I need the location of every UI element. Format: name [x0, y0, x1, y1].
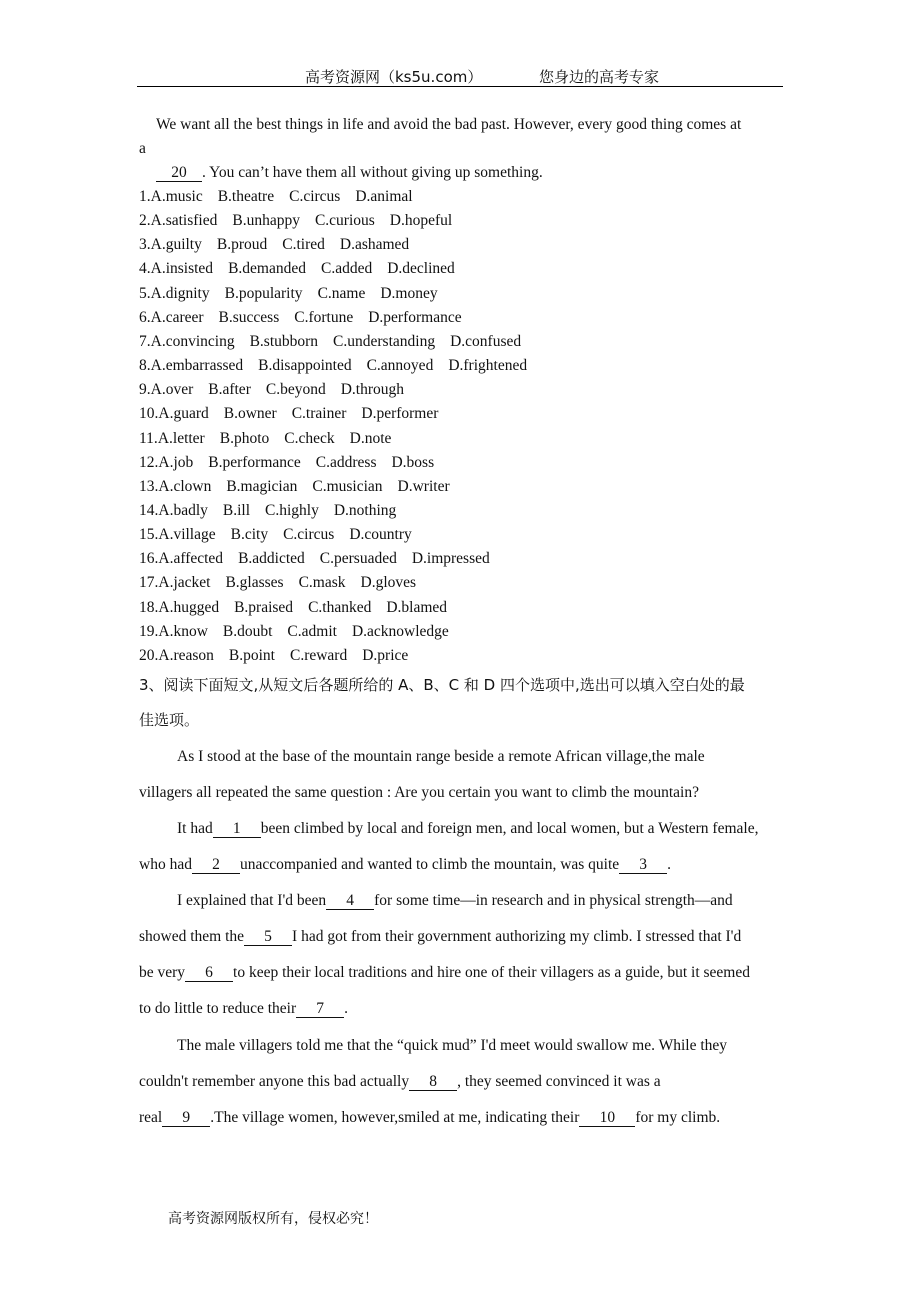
question-option: C.circus — [289, 188, 341, 205]
question-option: C.highly — [265, 502, 319, 519]
passage-text: . — [344, 1000, 348, 1017]
question-number: 14. — [139, 502, 159, 519]
intro-line-1: We want all the best things in life and avoid the bad past. However, every good thing comes at — [156, 116, 742, 133]
question-number: 18. — [139, 599, 159, 616]
question-option-text: A.convincing — [150, 333, 235, 350]
question-option: B.proud — [216, 236, 268, 253]
passage-text: real — [139, 1109, 163, 1126]
question-option: D.price — [362, 647, 409, 664]
question-row — [139, 332, 521, 352]
question-option — [139, 574, 210, 591]
question-option: D.country — [349, 526, 412, 543]
question-option: D.impressed — [411, 550, 490, 567]
question-option: D.blamed — [386, 599, 448, 616]
blank-7: 7 — [296, 1000, 344, 1018]
question-option: D.declined — [387, 260, 455, 277]
question-option-text: A.jacket — [158, 574, 211, 591]
passage-text: to keep their local traditions and hire one of their villagers as a guide, but it seemed — [233, 964, 750, 981]
passage-p3-line4 — [139, 999, 348, 1019]
question-option-text: A.guard — [158, 405, 209, 422]
question-option: C.check — [284, 430, 335, 447]
passage-p2-line1 — [177, 819, 758, 839]
intro-line-3 — [156, 163, 543, 183]
question-option: B.praised — [234, 599, 294, 616]
question-option — [139, 647, 214, 664]
question-option: D.note — [349, 430, 392, 447]
question-option-text: A.embarrassed — [150, 357, 244, 374]
blank-4: 4 — [326, 892, 374, 910]
question-option: B.popularity — [224, 285, 303, 302]
blank-8: 8 — [409, 1073, 457, 1091]
question-option: C.persuaded — [319, 550, 397, 567]
question-option-text: A.music — [150, 188, 203, 205]
question-option — [139, 405, 209, 422]
question-option: B.disappointed — [258, 357, 352, 374]
question-option: D.performance — [368, 309, 462, 326]
question-option — [139, 333, 235, 350]
question-option: C.tired — [282, 236, 325, 253]
question-option: C.annoyed — [366, 357, 434, 374]
blank-20: 20 — [156, 164, 202, 182]
question-row — [139, 622, 449, 642]
question-option: C.circus — [283, 526, 335, 543]
question-option-text: A.hugged — [158, 599, 220, 616]
question-option: C.name — [317, 285, 366, 302]
intro-line-3-text: . You can’t have them all without giving up something. — [202, 164, 543, 181]
question-option: C.address — [315, 454, 377, 471]
question-row — [139, 284, 438, 304]
passage-p3-line1 — [177, 891, 733, 911]
question-option — [139, 381, 193, 398]
question-option: B.success — [218, 309, 280, 326]
question-option: B.ill — [222, 502, 251, 519]
question-number: 19. — [139, 623, 159, 640]
question-row — [139, 380, 404, 400]
section3-instruction-1: 3、阅读下面短文,从短文后各题所给的 A、B、C 和 D 四个选项中,选出可以填入空白处的最 — [139, 676, 745, 694]
passage-text: for some time—in research and in physical strength—and — [374, 892, 733, 909]
question-option — [139, 454, 193, 471]
question-number: 7. — [139, 333, 151, 350]
question-option: C.reward — [289, 647, 348, 664]
question-number: 15. — [139, 526, 159, 543]
question-option-text: A.clown — [158, 478, 212, 495]
question-option-text: A.satisfied — [150, 212, 218, 229]
blank-3: 3 — [619, 856, 667, 874]
passage-p1-line1: As I stood at the base of the mountain range beside a remote African village,the male — [177, 748, 705, 765]
question-option: B.performance — [208, 454, 301, 471]
question-option-text: A.job — [158, 454, 194, 471]
blank-2: 2 — [192, 856, 240, 874]
question-option: C.understanding — [333, 333, 436, 350]
question-row — [139, 356, 527, 376]
passage-text: for my climb. — [635, 1109, 721, 1126]
question-option — [139, 285, 210, 302]
question-option: D.money — [380, 285, 438, 302]
question-option — [139, 623, 208, 640]
question-option: B.theatre — [217, 188, 275, 205]
question-option-text: A.guilty — [150, 236, 202, 253]
question-option — [139, 430, 205, 447]
question-option — [139, 502, 208, 519]
question-row — [139, 453, 434, 473]
question-option — [139, 309, 204, 326]
question-option — [139, 550, 223, 567]
question-option-text: A.insisted — [150, 260, 214, 277]
question-option: B.demanded — [228, 260, 306, 277]
blank-1: 1 — [213, 820, 261, 838]
question-option: C.trainer — [291, 405, 347, 422]
question-option: D.through — [340, 381, 404, 398]
passage-text: I had got from their government authorizing my climb. I stressed that I'd — [292, 928, 742, 945]
question-option: D.boss — [391, 454, 435, 471]
blank-5: 5 — [244, 928, 292, 946]
question-number: 2. — [139, 212, 151, 229]
blank-6: 6 — [185, 964, 233, 982]
passage-text: who had — [139, 856, 192, 873]
passage-text: . — [667, 856, 672, 873]
question-option — [139, 188, 203, 205]
question-row — [139, 308, 462, 328]
question-option — [139, 260, 213, 277]
question-option: B.stubborn — [249, 333, 319, 350]
passage-p3-line3 — [139, 963, 750, 983]
page-footer: 高考资源网版权所有，侵权必究！ — [168, 1211, 378, 1227]
question-row — [139, 235, 409, 255]
header-slogan: 您身边的高考专家 — [539, 68, 660, 86]
question-row — [139, 259, 455, 279]
question-option: C.mask — [298, 574, 346, 591]
question-row — [139, 429, 391, 449]
question-number: 1. — [139, 188, 151, 205]
page-header — [137, 64, 783, 87]
question-option: B.doubt — [222, 623, 273, 640]
question-option-text: A.dignity — [150, 285, 210, 302]
passage-text: been climbed by local and foreign men, and local women, but a Western female, — [260, 820, 759, 837]
question-option-text: A.over — [150, 381, 194, 398]
question-option: B.unhappy — [232, 212, 300, 229]
question-option: D.performer — [361, 405, 439, 422]
question-option: C.curious — [314, 212, 375, 229]
question-option: D.hopeful — [389, 212, 453, 229]
question-number: 20. — [139, 647, 159, 664]
intro-line-2: a — [139, 140, 146, 157]
question-option: B.magician — [226, 478, 298, 495]
passage-text: to do little to reduce their — [139, 1000, 297, 1017]
passage-text: couldn't remember anyone this bad actually — [139, 1073, 410, 1090]
question-row — [139, 525, 412, 545]
question-option: C.fortune — [294, 309, 354, 326]
blank-10: 10 — [579, 1109, 635, 1127]
question-option: C.added — [320, 260, 373, 277]
question-option-text: A.affected — [158, 550, 224, 567]
passage-p4-line1: The male villagers told me that the “quick mud” I'd meet would swallow me. While they — [177, 1037, 728, 1054]
question-row — [139, 646, 408, 666]
section3-instruction-2: 佳选项。 — [139, 711, 200, 729]
question-number: 17. — [139, 574, 159, 591]
question-number: 13. — [139, 478, 159, 495]
question-number: 11. — [139, 430, 158, 447]
question-option-text: A.letter — [157, 430, 205, 447]
question-option — [139, 357, 243, 374]
question-option-text: A.know — [158, 623, 208, 640]
question-option: D.animal — [355, 188, 413, 205]
blank-9: 9 — [162, 1109, 210, 1127]
question-number: 8. — [139, 357, 151, 374]
question-option: C.musician — [312, 478, 383, 495]
question-number: 5. — [139, 285, 151, 302]
question-number: 6. — [139, 309, 151, 326]
passage-text: showed them the — [139, 928, 245, 945]
passage-text: I explained that I'd been — [177, 892, 327, 909]
passage-text: .The village women, however,smiled at me, indicating their — [210, 1109, 580, 1126]
question-option-text: A.reason — [158, 647, 214, 664]
question-option: B.photo — [219, 430, 270, 447]
question-option — [139, 526, 216, 543]
question-row — [139, 477, 450, 497]
question-row — [139, 211, 452, 231]
question-option: D.confused — [450, 333, 522, 350]
question-option: D.acknowledge — [351, 623, 449, 640]
question-option-text: A.badly — [158, 502, 208, 519]
question-option-text: A.career — [150, 309, 204, 326]
passage-text: unaccompanied and wanted to climb the mountain, was quite — [239, 856, 620, 873]
question-option — [139, 236, 202, 253]
question-number: 16. — [139, 550, 159, 567]
question-option: B.after — [208, 381, 251, 398]
passage-p3-line2 — [139, 927, 741, 947]
question-number: 10. — [139, 405, 159, 422]
question-option: B.point — [228, 647, 275, 664]
header-site: 高考资源网（ks5u.com） — [305, 68, 483, 86]
passage-p4-line2 — [139, 1072, 661, 1092]
question-option: D.ashamed — [339, 236, 410, 253]
question-option-text: A.village — [158, 526, 216, 543]
question-row — [139, 404, 438, 424]
question-option — [139, 599, 219, 616]
question-option — [139, 212, 217, 229]
question-row — [139, 598, 447, 618]
passage-text: , they seemed convinced it was a — [457, 1073, 661, 1090]
question-option: C.beyond — [265, 381, 326, 398]
question-option: B.addicted — [238, 550, 305, 567]
passage-p1-line2: villagers all repeated the same question : Are you certain you want to climb the mountain? — [139, 784, 699, 801]
question-option: D.gloves — [360, 574, 417, 591]
question-option: B.glasses — [225, 574, 284, 591]
question-number: 12. — [139, 454, 159, 471]
question-number: 9. — [139, 381, 151, 398]
question-option: C.thanked — [308, 599, 372, 616]
question-row — [139, 501, 396, 521]
question-option: B.owner — [223, 405, 277, 422]
question-option: C.admit — [287, 623, 337, 640]
question-option: D.writer — [397, 478, 450, 495]
question-number: 3. — [139, 236, 151, 253]
passage-p2-line2 — [139, 855, 671, 875]
question-row — [139, 573, 416, 593]
question-number: 4. — [139, 260, 151, 277]
question-option: D.nothing — [333, 502, 397, 519]
question-option: B.city — [230, 526, 269, 543]
passage-text: be very — [139, 964, 186, 981]
question-row — [139, 187, 413, 207]
question-row — [139, 549, 490, 569]
question-option — [139, 478, 211, 495]
passage-p4-line3 — [139, 1108, 720, 1128]
passage-text: It had — [177, 820, 213, 837]
question-option: D.frightened — [448, 357, 528, 374]
